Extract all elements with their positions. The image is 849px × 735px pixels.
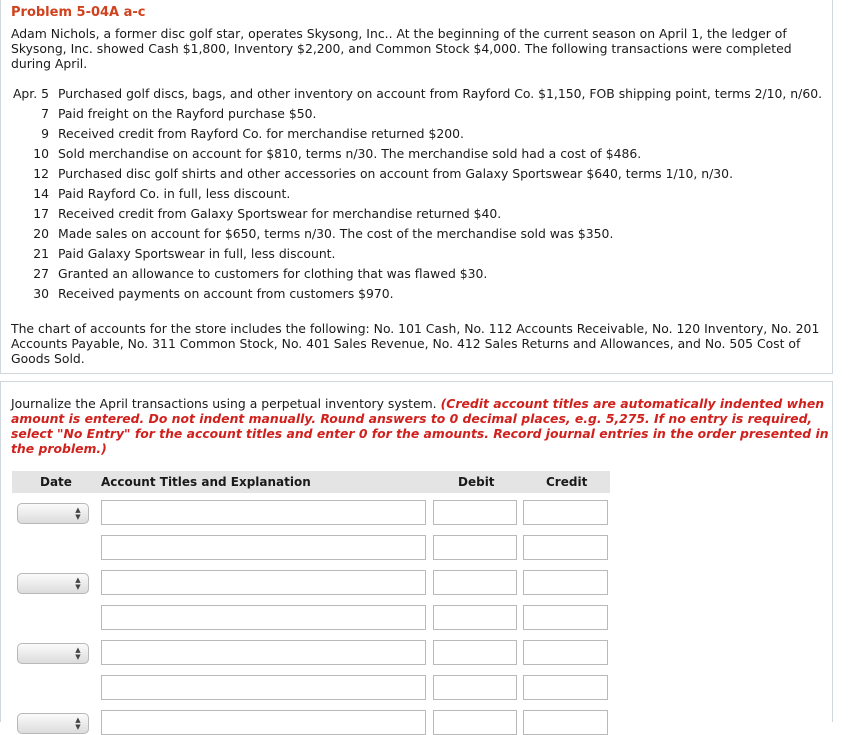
transaction-date: 9 <box>41 126 49 141</box>
debit-input[interactable] <box>433 500 517 525</box>
transaction-item <box>1 146 834 166</box>
journal-panel <box>0 381 833 731</box>
transaction-text: Received payments on account from customers $970. <box>58 286 394 301</box>
transaction-item <box>1 266 834 286</box>
transaction-item <box>1 86 834 106</box>
account-title-input[interactable] <box>101 500 426 525</box>
transaction-text: Paid freight on the Rayford purchase $50. <box>58 106 317 121</box>
problem-intro: Adam Nichols, a former disc golf star, operates Skysong, Inc.. At the beginning of the current season on April 1, the ledger of Skysong, Inc. showed Cash $1,800, Inventory $2,200, and Common Stock $4,000. The following transactions were completed during April. <box>11 26 792 71</box>
debit-input[interactable] <box>433 570 517 595</box>
account-title-input[interactable] <box>101 570 426 595</box>
transaction-item <box>1 226 834 246</box>
transaction-date: 7 <box>41 106 49 121</box>
transaction-text: Purchased disc golf shirts and other accessories on account from Galaxy Sportswear $640, terms 1/10, n/30. <box>58 166 734 181</box>
debit-input[interactable] <box>433 710 517 735</box>
select-arrows-icon: ▲ ▼ <box>75 576 81 591</box>
account-title-input[interactable] <box>101 675 426 700</box>
header-debit: Debit <box>458 475 495 489</box>
transaction-date: 14 <box>33 186 49 201</box>
debit-input[interactable] <box>433 675 517 700</box>
credit-input[interactable] <box>523 535 608 560</box>
transaction-text: Paid Rayford Co. in full, less discount. <box>58 186 291 201</box>
credit-input[interactable] <box>523 500 608 525</box>
transaction-date: 30 <box>33 286 49 301</box>
transaction-item <box>1 166 834 186</box>
header-credit: Credit <box>546 475 588 489</box>
transaction-text: Purchased golf discs, bags, and other inventory on account from Rayford Co. $1,150, FOB shipping point, terms 2/10, n/60. <box>58 86 823 101</box>
debit-input[interactable] <box>433 605 517 630</box>
header-date: Date <box>40 475 72 489</box>
transaction-date: 21 <box>33 246 49 261</box>
transaction-date: 17 <box>33 206 49 221</box>
transaction-text: Received credit from Galaxy Sportswear for merchandise returned $40. <box>58 206 502 221</box>
select-arrows-icon: ▲ ▼ <box>75 646 81 661</box>
journal-table-header <box>12 471 610 493</box>
instructions <box>11 396 829 456</box>
header-account-titles: Account Titles and Explanation <box>101 475 311 489</box>
transaction-date: 20 <box>33 226 49 241</box>
date-select[interactable] <box>17 573 89 594</box>
transaction-date: 12 <box>33 166 49 181</box>
account-title-input[interactable] <box>101 605 426 630</box>
chart-of-accounts-text: The chart of accounts for the store includes the following: No. 101 Cash, No. 112 Accounts Receivable, No. 120 Inventory, No. 201 Accounts Payable, No. 311 Common Stock, No. 401 Sales Revenue, No. 412 Sales Returns and Allowances, and No. 505 Cost of Goods Sold. <box>11 321 820 366</box>
transaction-text: Granted an allowance to customers for clothing that was flawed $30. <box>58 266 488 281</box>
transaction-item <box>1 186 834 206</box>
select-arrows-icon: ▲ ▼ <box>75 506 81 521</box>
account-title-input[interactable] <box>101 710 426 735</box>
transaction-text: Made sales on account for $650, terms n/30. The cost of the merchandise sold was $350. <box>58 226 614 241</box>
transaction-item <box>1 286 834 306</box>
transaction-date: Apr. 5 <box>12 86 49 101</box>
transaction-text: Sold merchandise on account for $810, terms n/30. The merchandise sold had a cost of $486. <box>58 146 642 161</box>
debit-input[interactable] <box>433 640 517 665</box>
instructions-plain: Journalize the April transactions using a perpetual inventory system. <box>11 396 437 411</box>
transaction-text: Received credit from Rayford Co. for merchandise returned $200. <box>58 126 464 141</box>
select-arrows-icon: ▲ ▼ <box>75 716 81 731</box>
credit-input[interactable] <box>523 605 608 630</box>
transaction-item <box>1 246 834 266</box>
problem-title: Problem 5-04A a-c <box>11 5 146 20</box>
date-select[interactable] <box>17 643 89 664</box>
transaction-item <box>1 106 834 126</box>
credit-input[interactable] <box>523 640 608 665</box>
credit-input[interactable] <box>523 570 608 595</box>
date-select[interactable] <box>17 713 89 734</box>
date-select[interactable] <box>17 503 89 524</box>
transaction-date: 10 <box>33 146 49 161</box>
account-title-input[interactable] <box>101 535 426 560</box>
problem-panel <box>0 0 833 374</box>
credit-input[interactable] <box>523 710 608 735</box>
transaction-item <box>1 126 834 146</box>
credit-input[interactable] <box>523 675 608 700</box>
transaction-date: 27 <box>33 266 49 281</box>
transaction-item <box>1 206 834 226</box>
transaction-text: Paid Galaxy Sportswear in full, less discount. <box>58 246 336 261</box>
instructions-emphasis: (Credit account titles are automatically indented when amount is entered. Do not indent manually. Round answers to 0 decimal places, e.g. 5,275. If no entry is required, select "No Entry" for the account titles and enter 0 for the amounts. Record journal entries in the order presented in the problem.) <box>11 396 829 456</box>
debit-input[interactable] <box>433 535 517 560</box>
account-title-input[interactable] <box>101 640 426 665</box>
